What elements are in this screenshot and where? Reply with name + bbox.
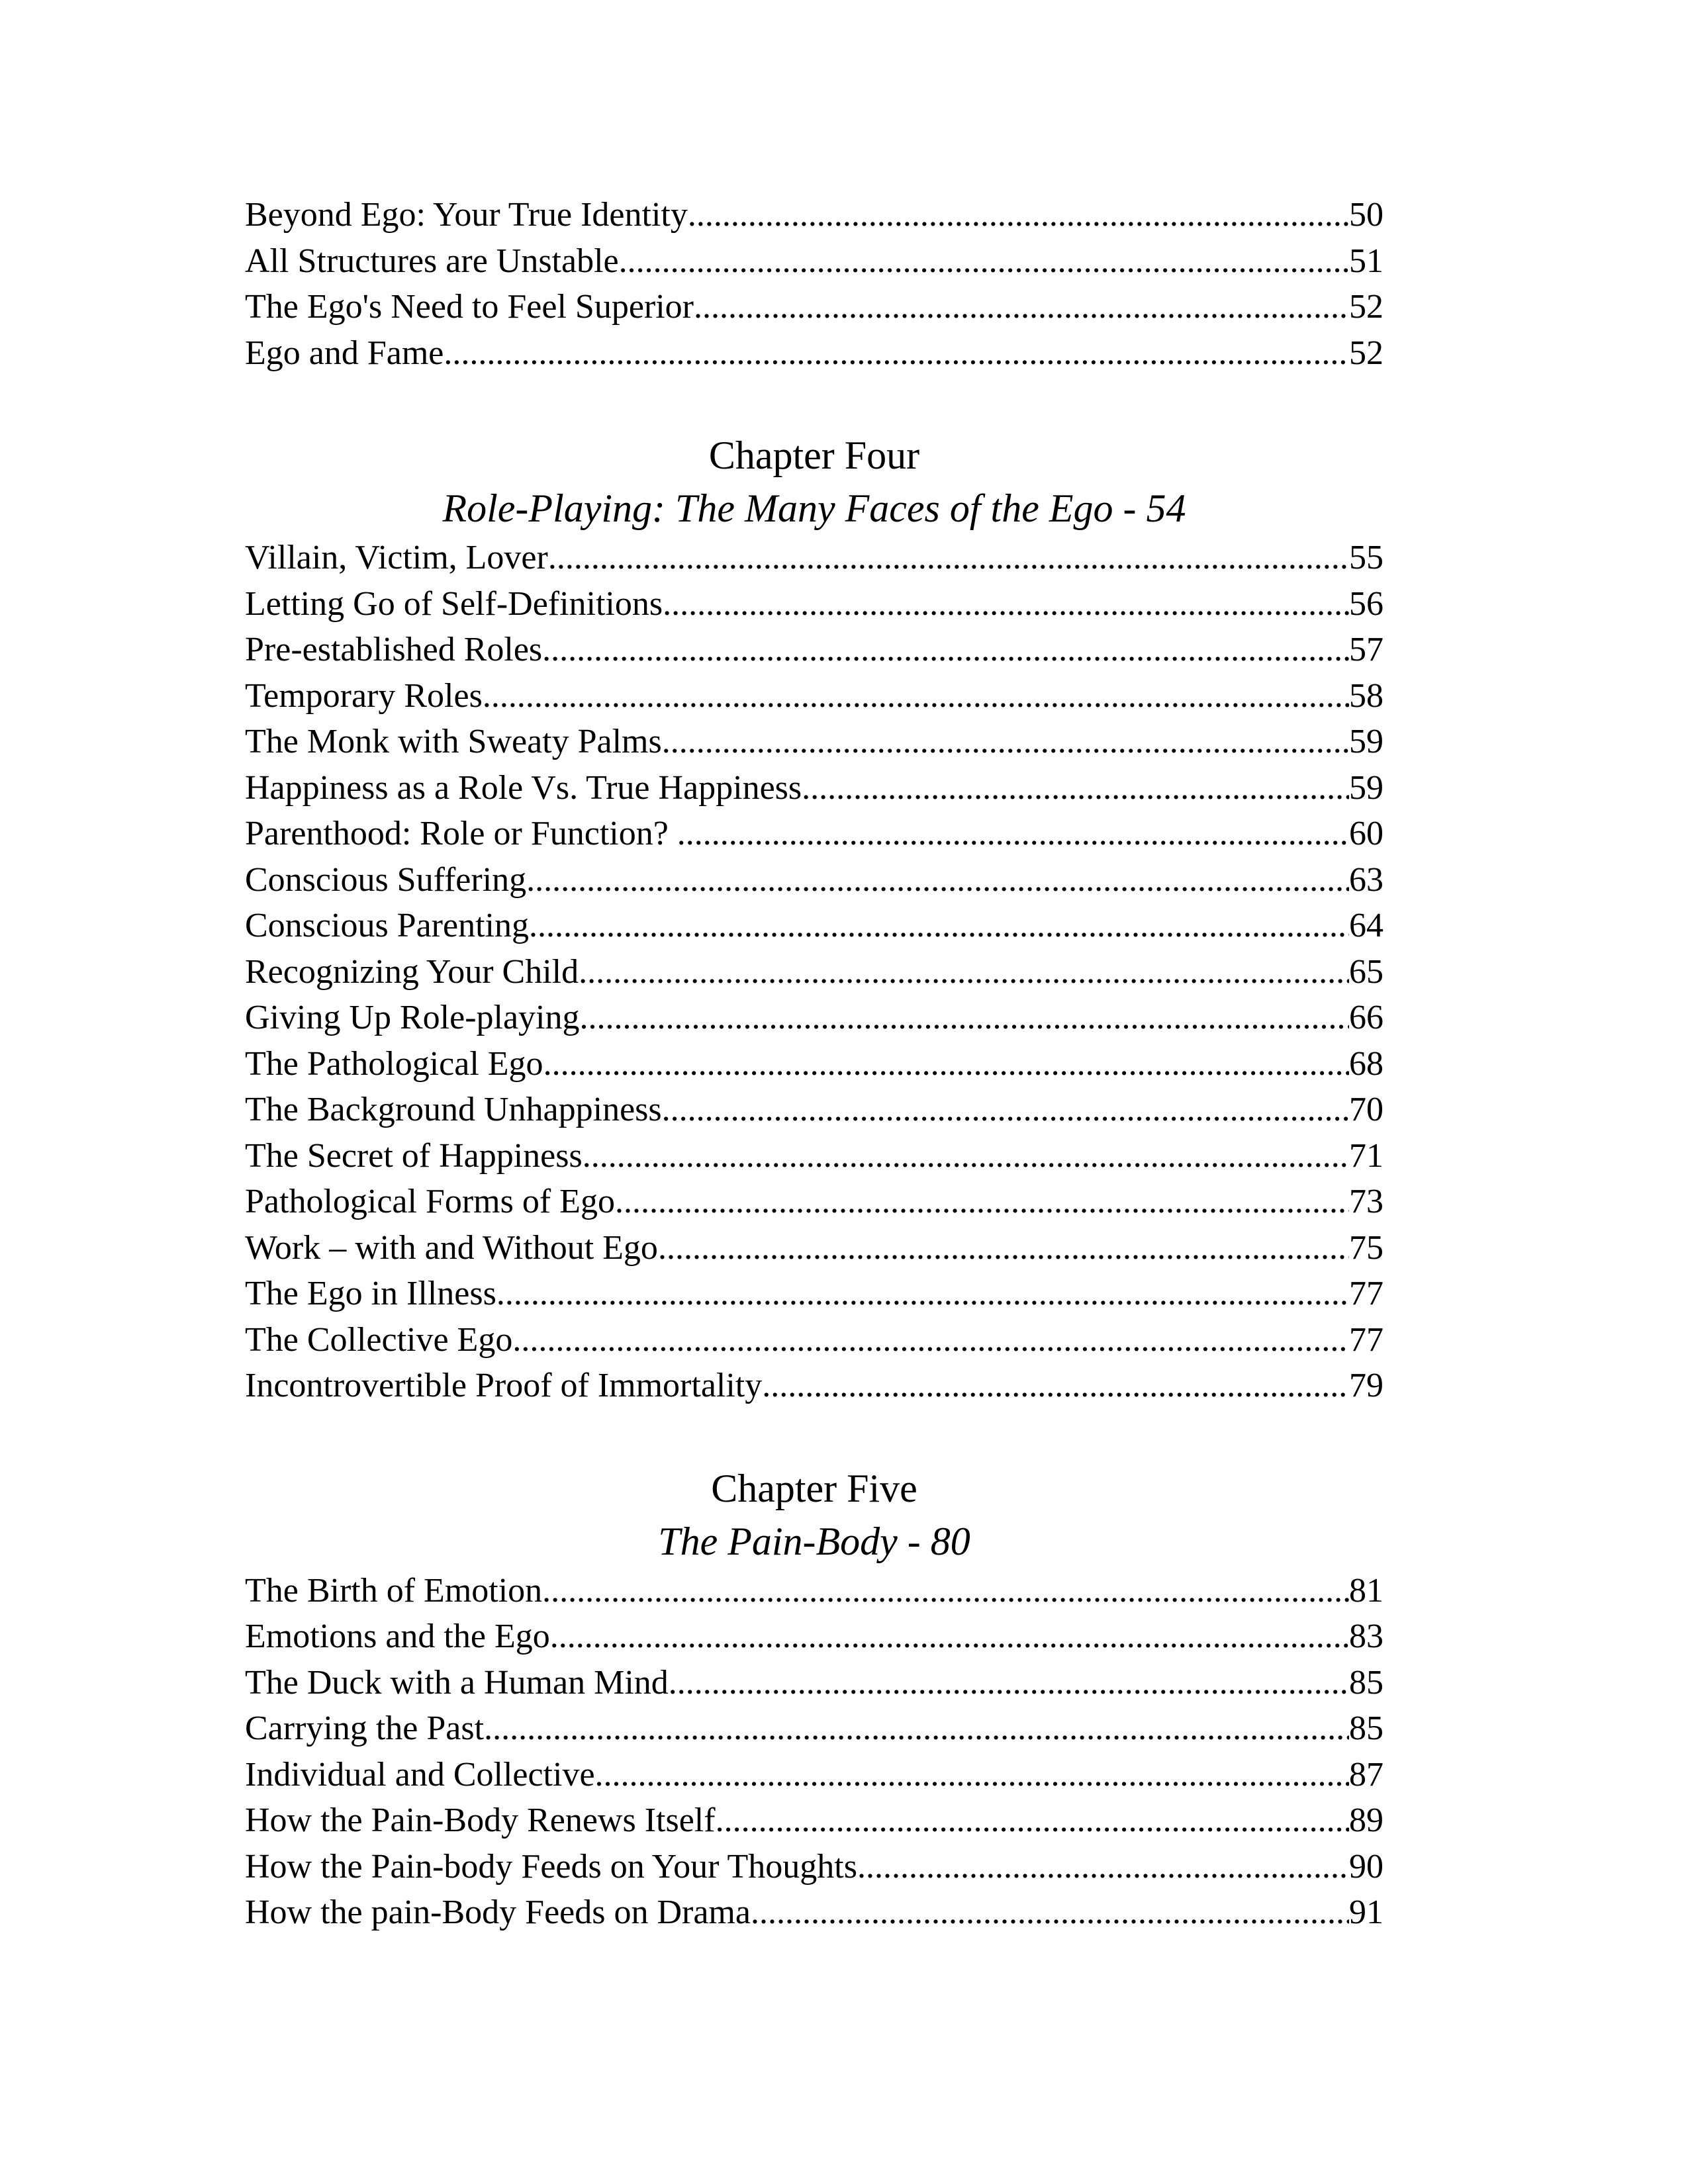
toc-entry xyxy=(245,1225,1383,1271)
toc-entry xyxy=(245,1133,1383,1179)
dot-leader xyxy=(484,1706,1349,1752)
toc-entry-page: 65 xyxy=(1349,952,1383,991)
dot-leader xyxy=(548,535,1349,581)
dot-leader xyxy=(619,238,1349,285)
toc-entry xyxy=(245,1041,1383,1087)
toc-entry-title: Happiness as a Role Vs. True Happiness xyxy=(245,768,802,807)
spacer xyxy=(245,376,1383,429)
table-of-contents xyxy=(245,192,1383,1936)
toc-entry-page: 77 xyxy=(1349,1275,1383,1312)
toc-entry xyxy=(245,1660,1383,1706)
toc-entry-page: 64 xyxy=(1349,907,1383,944)
toc-entry-title: Temporary Roles xyxy=(245,676,483,715)
toc-entry-title: Work – with and Without Ego xyxy=(245,1228,658,1267)
toc-entry-page: 51 xyxy=(1349,242,1383,280)
toc-entry-title: How the pain-Body Feeds on Drama xyxy=(245,1893,751,1931)
toc-entry xyxy=(245,238,1383,285)
toc-entry-title: How the Pain-body Feeds on Your Thoughts xyxy=(245,1847,857,1886)
toc-entry xyxy=(245,284,1383,330)
toc-entry-title: Recognizing Your Child xyxy=(245,952,579,991)
dot-leader xyxy=(579,949,1349,995)
toc-entry-page: 75 xyxy=(1349,1228,1383,1267)
toc-entry xyxy=(245,673,1383,719)
toc-entry xyxy=(245,330,1383,377)
dot-leader xyxy=(802,765,1349,811)
toc-entry-page: 71 xyxy=(1349,1136,1383,1175)
spacer xyxy=(245,1409,1383,1462)
toc-entry-title: Villain, Victim, Lover xyxy=(245,539,548,576)
toc-entry-page: 81 xyxy=(1349,1571,1383,1610)
toc-entry-title: The Collective Ego xyxy=(245,1320,513,1359)
toc-entry-page: 66 xyxy=(1349,999,1383,1036)
toc-entry-page: 50 xyxy=(1349,196,1383,234)
toc-entry-page: 85 xyxy=(1349,1663,1383,1702)
dot-leader xyxy=(529,903,1349,949)
dot-leader xyxy=(677,811,1349,857)
section-chapter-three-tail xyxy=(245,192,1383,376)
section-chapter-four xyxy=(245,429,1383,1409)
dot-leader xyxy=(662,719,1349,765)
toc-entry-title: The Pathological Ego xyxy=(245,1044,543,1083)
toc-entry-title: All Structures are Unstable xyxy=(245,242,619,280)
toc-entry-title: The Background Unhappiness xyxy=(245,1091,662,1128)
dot-leader xyxy=(762,1363,1349,1409)
dot-leader xyxy=(751,1889,1349,1936)
dot-leader xyxy=(496,1271,1349,1317)
toc-entry-page: 77 xyxy=(1349,1320,1383,1359)
toc-entry xyxy=(245,192,1383,238)
dot-leader xyxy=(857,1844,1349,1890)
toc-entry xyxy=(245,1179,1383,1225)
toc-entry-title: The Duck with a Human Mind xyxy=(245,1663,669,1702)
dot-leader xyxy=(542,627,1349,673)
toc-entry-title: Parenthood: Role or Function? xyxy=(245,815,677,852)
toc-entry xyxy=(245,1706,1383,1752)
dot-leader xyxy=(658,1225,1349,1271)
toc-entry-title: The Monk with Sweaty Palms xyxy=(245,723,662,760)
toc-entry xyxy=(245,535,1383,581)
toc-entry-page: 89 xyxy=(1349,1801,1383,1839)
dot-leader xyxy=(526,857,1349,903)
dot-leader xyxy=(662,1087,1349,1133)
toc-entry-page: 83 xyxy=(1349,1617,1383,1655)
toc-entry xyxy=(245,719,1383,765)
toc-entry-title: Ego and Fame xyxy=(245,334,444,372)
toc-entry-title: The Birth of Emotion xyxy=(245,1571,543,1610)
toc-entry-page: 73 xyxy=(1349,1183,1383,1220)
dot-leader xyxy=(663,581,1349,627)
toc-entry xyxy=(245,627,1383,673)
toc-entry-page: 63 xyxy=(1349,860,1383,899)
toc-entry xyxy=(245,857,1383,903)
toc-entry-title: Pre-established Roles xyxy=(245,631,543,668)
toc-entry-page: 59 xyxy=(1349,723,1383,760)
toc-entry xyxy=(245,1568,1383,1614)
toc-entry-title: Conscious Suffering xyxy=(245,860,527,899)
dot-leader xyxy=(550,1614,1349,1660)
toc-entry-title: Incontrovertible Proof of Immortality xyxy=(245,1367,763,1404)
dot-leader xyxy=(512,1317,1349,1363)
chapter-heading: Chapter Five xyxy=(711,1466,917,1510)
toc-entry xyxy=(245,581,1383,627)
toc-entry-title: Beyond Ego: Your True Identity xyxy=(245,196,688,234)
toc-entry-title: How the Pain-Body Renews Itself xyxy=(245,1801,716,1839)
toc-entry xyxy=(245,1087,1383,1133)
toc-entry-title: The Ego's Need to Feel Superior xyxy=(245,288,694,326)
toc-entry xyxy=(245,765,1383,811)
toc-entry xyxy=(245,949,1383,995)
toc-entry xyxy=(245,811,1383,857)
chapter-subtitle: Role-Playing: The Many Faces of the Ego - 54 xyxy=(442,486,1186,530)
toc-entry xyxy=(245,1844,1383,1890)
toc-entry-page: 56 xyxy=(1349,584,1383,623)
toc-entry-title: Pathological Forms of Ego xyxy=(245,1183,615,1220)
section-chapter-five xyxy=(245,1462,1383,1936)
dot-leader xyxy=(694,284,1349,330)
toc-entry-page: 90 xyxy=(1349,1847,1383,1886)
toc-entry-title: The Ego in Illness xyxy=(245,1275,496,1312)
toc-entry-title: Individual and Collective xyxy=(245,1755,595,1794)
toc-entry-page: 87 xyxy=(1349,1755,1383,1794)
dot-leader xyxy=(716,1797,1349,1844)
toc-entry-page: 70 xyxy=(1349,1091,1383,1128)
toc-entry xyxy=(245,1797,1383,1844)
toc-entry-page: 57 xyxy=(1349,631,1383,668)
dot-leader xyxy=(688,192,1349,238)
dot-leader xyxy=(444,330,1349,377)
dot-leader xyxy=(543,1041,1349,1087)
dot-leader xyxy=(615,1179,1349,1225)
toc-entry xyxy=(245,1317,1383,1363)
toc-entry xyxy=(245,1363,1383,1409)
toc-entry xyxy=(245,1614,1383,1660)
toc-entry-page: 60 xyxy=(1349,815,1383,852)
toc-entry-title: Letting Go of Self-Definitions xyxy=(245,584,663,623)
toc-entry-page: 58 xyxy=(1349,676,1383,715)
toc-entry-title: Carrying the Past xyxy=(245,1709,485,1747)
toc-entry-title: Conscious Parenting xyxy=(245,907,529,944)
dot-leader xyxy=(583,1133,1349,1179)
toc-entry-page: 68 xyxy=(1349,1044,1383,1083)
toc-entry-page: 59 xyxy=(1349,768,1383,807)
dot-leader xyxy=(483,673,1349,719)
dot-leader xyxy=(580,995,1349,1041)
toc-entry xyxy=(245,995,1383,1041)
toc-entry-page: 91 xyxy=(1349,1893,1383,1931)
toc-entry-title: The Secret of Happiness xyxy=(245,1136,583,1175)
toc-entry xyxy=(245,1752,1383,1798)
toc-entry-page: 55 xyxy=(1349,539,1383,576)
toc-entry-title: Emotions and the Ego xyxy=(245,1617,550,1655)
chapter-heading: Chapter Four xyxy=(708,433,920,477)
dot-leader xyxy=(542,1568,1349,1614)
toc-entry xyxy=(245,1271,1383,1317)
toc-entry-title: Giving Up Role-playing xyxy=(245,999,580,1036)
dot-leader xyxy=(595,1752,1349,1798)
toc-entry-page: 79 xyxy=(1349,1367,1383,1404)
toc-entry xyxy=(245,903,1383,949)
dot-leader xyxy=(669,1660,1349,1706)
toc-entry-page: 85 xyxy=(1349,1709,1383,1747)
toc-entry-page: 52 xyxy=(1349,288,1383,326)
chapter-subtitle: The Pain-Body - 80 xyxy=(658,1519,970,1563)
toc-entry-page: 52 xyxy=(1349,334,1383,372)
toc-entry xyxy=(245,1889,1383,1936)
